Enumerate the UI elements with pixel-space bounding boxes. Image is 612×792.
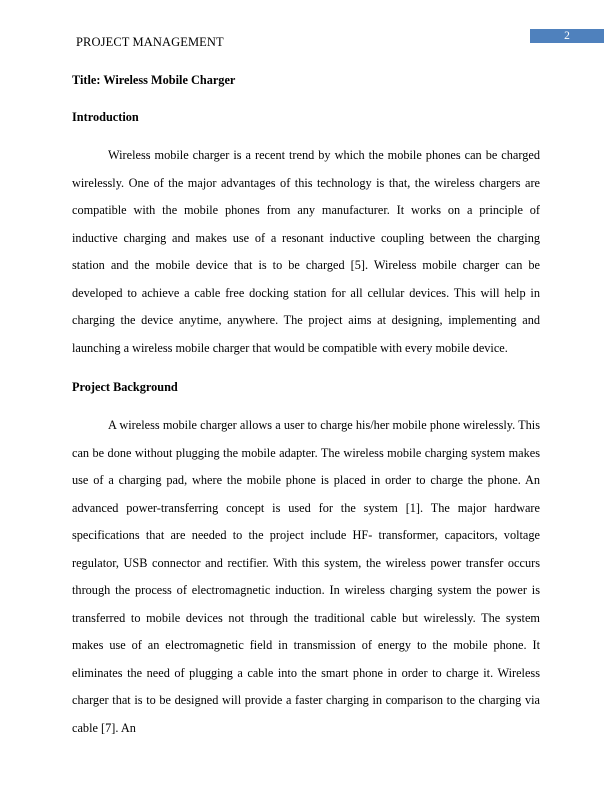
running-head: PROJECT MANAGEMENT	[76, 35, 224, 49]
document-body	[72, 67, 540, 742]
page-number-badge: 2	[530, 29, 604, 43]
document-title: Title: Wireless Mobile Charger	[72, 73, 236, 87]
section-heading-project-background: Project Background	[72, 380, 178, 394]
section-heading-introduction: Introduction	[72, 110, 139, 124]
paragraph-project-background: A wireless mobile charger allows a user to charge his/her mobile phone wirelessly. This can be done without plugging the mobile adapter. The wireless mobile charging system makes use of a charging pad, where the mobile phone is placed in order to charge the phone. An advanced power-transferring concept is used for the system [1]. The major hardware specifications that are needed to the project include HF- transformer, capacitors, voltage regulator, USB connector and rectifier. With this system, the wireless power transfer occurs through the process of electromagnetic induction. In wireless charging system the power is transferred to mobile devices not through the traditional cable but wirelessly. The system makes use of an electromagnetic field in transmission of energy to the mobile phone. It eliminates the need of plugging a cable into the smart phone in order to charge it. Wireless charger that is to be designed will provide a faster charging in comparison to the charging via cable [7]. An	[72, 418, 540, 735]
paragraph-introduction: Wireless mobile charger is a recent trend by which the mobile phones can be charged wirelessly. One of the major advantages of this technology is that, the wireless chargers are compatible with the mobile phones from any manufacturer. It works on a principle of inductive charging and makes use of a resonant inductive coupling between the charging station and the mobile device that is to be charged [5]. Wireless mobile charger can be developed to achieve a cable free docking station for all cellular devices. This will help in charging the device anytime, anywhere. The project aims at designing, implementing and launching a wireless mobile charger that would be compatible with every mobile device.	[72, 148, 540, 355]
